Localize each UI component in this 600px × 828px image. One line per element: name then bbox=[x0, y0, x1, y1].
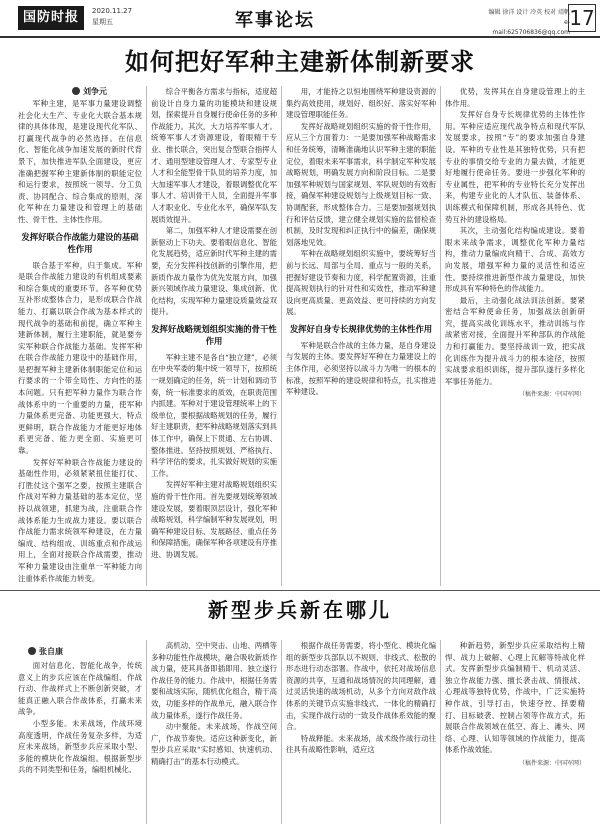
article1-column-4 bbox=[445, 86, 585, 586]
subheading: 发挥好联合作战能力建设的基础性作用 bbox=[21, 231, 139, 254]
article2-source: （稿件来源：中国军网） bbox=[518, 759, 585, 767]
section-title: 军事论坛 bbox=[235, 10, 315, 31]
article1-author: 刘争元 bbox=[83, 87, 107, 96]
article2-column-2 bbox=[151, 640, 277, 824]
article2-byline bbox=[28, 646, 63, 657]
author-icon bbox=[72, 87, 80, 95]
page-number: 17 bbox=[569, 6, 595, 30]
article1-column-2 bbox=[151, 86, 277, 586]
article2-column-3 bbox=[286, 640, 436, 824]
article2-column-4 bbox=[445, 640, 585, 824]
newspaper-logo: 国防时报 bbox=[18, 6, 84, 30]
paragraph: 动中聚能。未来战场，作战空间广，作战节奏快。适应这种新变化，新型步兵应采取“实时感知、快速机动、精确打击”的基本行动模式。 bbox=[151, 722, 277, 766]
article1-column-1 bbox=[18, 98, 142, 586]
date-text: 2020.11.27 bbox=[92, 7, 133, 15]
article2-author: 张自康 bbox=[39, 647, 63, 656]
author-icon bbox=[28, 647, 36, 655]
section-divider bbox=[0, 590, 600, 591]
subheading: 发挥好战略规划组织实施的骨干性作用 bbox=[151, 323, 277, 346]
paragraph: 其次，主动强化结构编成建设。要着眼未来战争需求，调整优化军种力量结构，推动力量编成向精干、合成、高效方向发展，增强军种力量的灵活性和适应性。要持续推进新型作战力量建设，加快形成具有军种特色的作战能力。 bbox=[445, 226, 585, 294]
paragraph: 发挥好自身专长规律优势的主体性作用。军种应适应现代战争特点和现代军队发展要求，按照“专”的要求加强自身建设。军种的专业性是其独特优势，只有把专业的事情交给专业的力量去做，才能更好地履行使命任务。要进一步强化军种的专业属性，把军种的专业特长充分发挥出来，构建专业化的人才队伍、装备体系、训练模式和保障机制，形成各具特色、优势互补的建设格局。 bbox=[445, 110, 585, 224]
paragraph: 联合基于军种，归于集成。军种是联合作战能力建设的有机组成要素和综合集成的重要环节。各军种优势互补形成整体合力，是形成联合作战能力、打赢以联合作战为基本样式的现代战争的基础和前提，确立军种主建新体制，履行主建职能，就是要夯实军种联合作战能力基础。发挥军种在联合作战能力建设中的基础作用，是把握军种主建新体制职能定位和运行要求的一个带全局性、方向性的基本问题。只有把军种力量作为联合作战体系中的一个重要的力量，使军种力量体系更完备、功能更强大、特点更鲜明，联合作战能力才能更好地体系更完备、能力更全面、实施更可靠。 bbox=[18, 260, 142, 456]
subheading: 发挥好自身专长规律优势的主体性作用 bbox=[289, 323, 433, 334]
staff-names: 编辑 徐洋 设计 冷英 校对 靖帆 bbox=[488, 9, 570, 16]
paragraph: 军种是联合作战的主体力量，是自身建设与发展的主体。要发挥好军种在力量建设上的主体作用，必须坚持以战斗力为唯一的根本的标准，按照军种的建设规律和特点，扎实推进军种建设。 bbox=[286, 340, 436, 397]
weekday-text: 星期五 bbox=[92, 18, 113, 26]
article1-byline bbox=[72, 86, 107, 97]
paragraph: 军种主建不是各自“独立建”，必须在中央军委的集中统一领导下，按照统一规划确定的任务，统一计划和调动节奏，统一标准要求的质效，在职责范围内抓建。军种对于建设管理统率上的下级单位，要根据战略规划的任务，履行好主建职责，把军种战略规划落实到具体工作中，确保上下贯通、左右协调、整体推进。坚持按照规划、严格执行、科学评估的要求，扎实做好规划的实施工作。 bbox=[151, 352, 277, 478]
paragraph: 根据作战任务需要，将小型化、模块化编组的新型步兵部队以不规则、非线式、松散的形态进行动态部署。作战中，依托对战场信息资源的共享，互通和战场情况的共同理解，通过灵活快速的战场机动，从多个方向对敌作战体系的关键节点实施非线式、一体化的精确打击，实现作战行动的一致及作战体系效能的聚合。 bbox=[286, 641, 436, 732]
contact-email: e-mail:625706836@qq.com bbox=[492, 19, 570, 36]
paragraph: 发挥好战略规划组织实施的骨干性作用，应从三个方面着力：一是要加强军种战略需求和任务统筹，清晰准确地认识军种主建的职能定位，着眼未来军事需求，科学制定军种发展战略规划，明确发展方向和阶段目标。二是要加强军种规划与国家规划、军队规划的有效衔接，确保军种建设规划与上级规划目标一致、协调配套，形成整体合力。三是要加强规划执行和评估反馈，建立健全规划实施的监督检查机制，及时发现和纠正执行中的偏差，确保规划落地见效。 bbox=[286, 121, 436, 247]
column-divider bbox=[281, 86, 282, 586]
paragraph: 用，才能持之以恒地围绕军种建设资源的集约高效使用，规划好、组织好、落实好军种建设管理职能任务。 bbox=[286, 87, 436, 120]
article1-column-3 bbox=[286, 86, 436, 586]
column-divider bbox=[146, 86, 147, 586]
column-divider bbox=[440, 640, 441, 824]
article2-column-1 bbox=[18, 660, 142, 824]
paragraph: 综合平衡各方需求与指标，适度超前设计自身力量的功能模块和建设规划，探索提升自身履行使命任务的多种作战能力。其次，大力培养军事人才。统筹军事人才资源建设，着眼精干专业、推长联合，突出复合型联合指挥人才、通用型建设管理人才、专家型专业人才和全能型骨干队员的培养力度，加大加速军事人才建设，着眼调整优化军事人才、培训骨干人员，全面提升军事人才职业化、专业化水平，确保军队发展质效提升。 bbox=[151, 87, 277, 224]
article1-source: （稿件来源：中国军网） bbox=[518, 391, 585, 399]
issue-date bbox=[92, 6, 132, 28]
article2-headline: 新型步兵新在哪儿 bbox=[208, 598, 392, 622]
column-divider bbox=[440, 86, 441, 586]
paragraph: 种新趋势，新型步兵应采取结构上精悍、战力上破解、心理上瓦解等特战化样式。发挥新型步兵编制精干、机动灵活、独立作战能力强、擅长袭击战、情报战、心理战等独特优势，作战中，广泛实施特种作战，引导打击，快速夺控、择要精打、目标破袭、控制占领等作战方式，拓展联合作战领域在低空、海上、滩头、网络、心理、认知等领域的作战能力，提高体系作战效能。 bbox=[445, 641, 585, 755]
column-divider bbox=[146, 640, 147, 824]
paragraph: 军种在战略规划组织实施中，要统筹好当前与长远、局部与全局、重点与一般的关系，把握好建设节奏和力度，科学配置资源，注重提高规划执行的针对性和实效性，推动军种建设向更高质量、更高效益、更可持续的方向发展。 bbox=[286, 249, 436, 317]
paragraph: 优势，发挥其在自身建设管理上的主体作用。 bbox=[445, 87, 585, 108]
paragraph: 军种主建，是军事力量建设调整社会化大生产、专业化大联合基本规律的具体体现，是建设现代化军队、打赢现代战争的必然选择。在信息化、智能化战争加速发展的新时代背景下，加快推进军队全面建设，更应准确把握军种主建新体制的职能定位和运行要求，按照统一领导、分工负责、协同配合、综合集成的原则，深化军种在力量建设和管理上的基础性、骨干性、主体性作用。 bbox=[18, 99, 142, 224]
paragraph: 小型多能。未来战场，作战环境高度透明，作战任务复杂多样，为适应未来战场，新型步兵应采取小型、多能的模块化作战编组。根据新型步兵的不同类型和任务，编组机械化、 bbox=[18, 718, 142, 775]
masthead bbox=[0, 0, 600, 38]
paragraph: 特战释能。未来战场，战术级作战行动往往具有战略性影响，适应这 bbox=[286, 733, 436, 755]
paragraph: 面对信息化、智能化战争，传统意义上的步兵应该在作战编组、作战行动、作战样式上不断创新突破，才能真正融入联合作战体系，打赢未来战争。 bbox=[18, 661, 142, 717]
paragraph: 最后，主动强化战法训法创新。要紧密结合军种使命任务，加强战法创新研究，提高实战化训练水平，推动训练与作战紧密对接，全面提升军种部队的作战能力和打赢能力。要坚持战训一致，把实战化训练作为提升战斗力的根本途径，按照实战要求组织训练，提升部队遂行多样化军事任务能力。 bbox=[445, 295, 585, 386]
paragraph: 高机动、空中突击、山地、两栖等多种功能性作战模块，融合吸收新质作战力量，使其具备即插即用、独立遂行作战任务的能力。作战中，根据任务需要和战场实际，随机优化组合，精干高效，功能多样的作战单元，融入联合作战力量体系，遂行作战任务。 bbox=[151, 641, 277, 720]
column-divider bbox=[281, 640, 282, 824]
paragraph: 发挥好军种联合作战能力建设的基础性作用，必须紧紧扭住能打仗、打胜仗这个强军之要，按照主建联合作战对军种力量基础的基本定位，坚持以战领建，抓建为战，注重联合作战体系能力生成战力建设。要以联合作战能力需求统领军种建设，在力量编成、结构组成、训练重点和作战运用上，全面对接联合作战需要，推动军种力量建设由注重单一军种能力向注重体系作战能力转变。 bbox=[18, 457, 142, 583]
article1-headline: 如何把好军种主建新体制新要求 bbox=[125, 48, 475, 76]
staff-credits bbox=[488, 8, 570, 38]
paragraph: 第二，加强军种人才建设需要在创新驱动上下功夫。要着眼信息化、智能化发展趋势，适应新时代军种主建的需要，充分发挥科技创新的引擎作用，把新质作战力量作为优先发展方向，加强新兴领域作战力量建设、集成创新、优化结构，实现军种力量建设质量效益双提升。 bbox=[151, 226, 277, 317]
paragraph: 发挥好军种主建对战略规划组织实施的骨干性作用。首先要规划统筹领域建设发展，要着眼顶层设计，强化军种战略规划，科学编制军种发展规划，明确军种建设目标、发展路径、重点任务和保障措施，确保军种各项建设有序推进、协调发展。 bbox=[151, 480, 277, 559]
